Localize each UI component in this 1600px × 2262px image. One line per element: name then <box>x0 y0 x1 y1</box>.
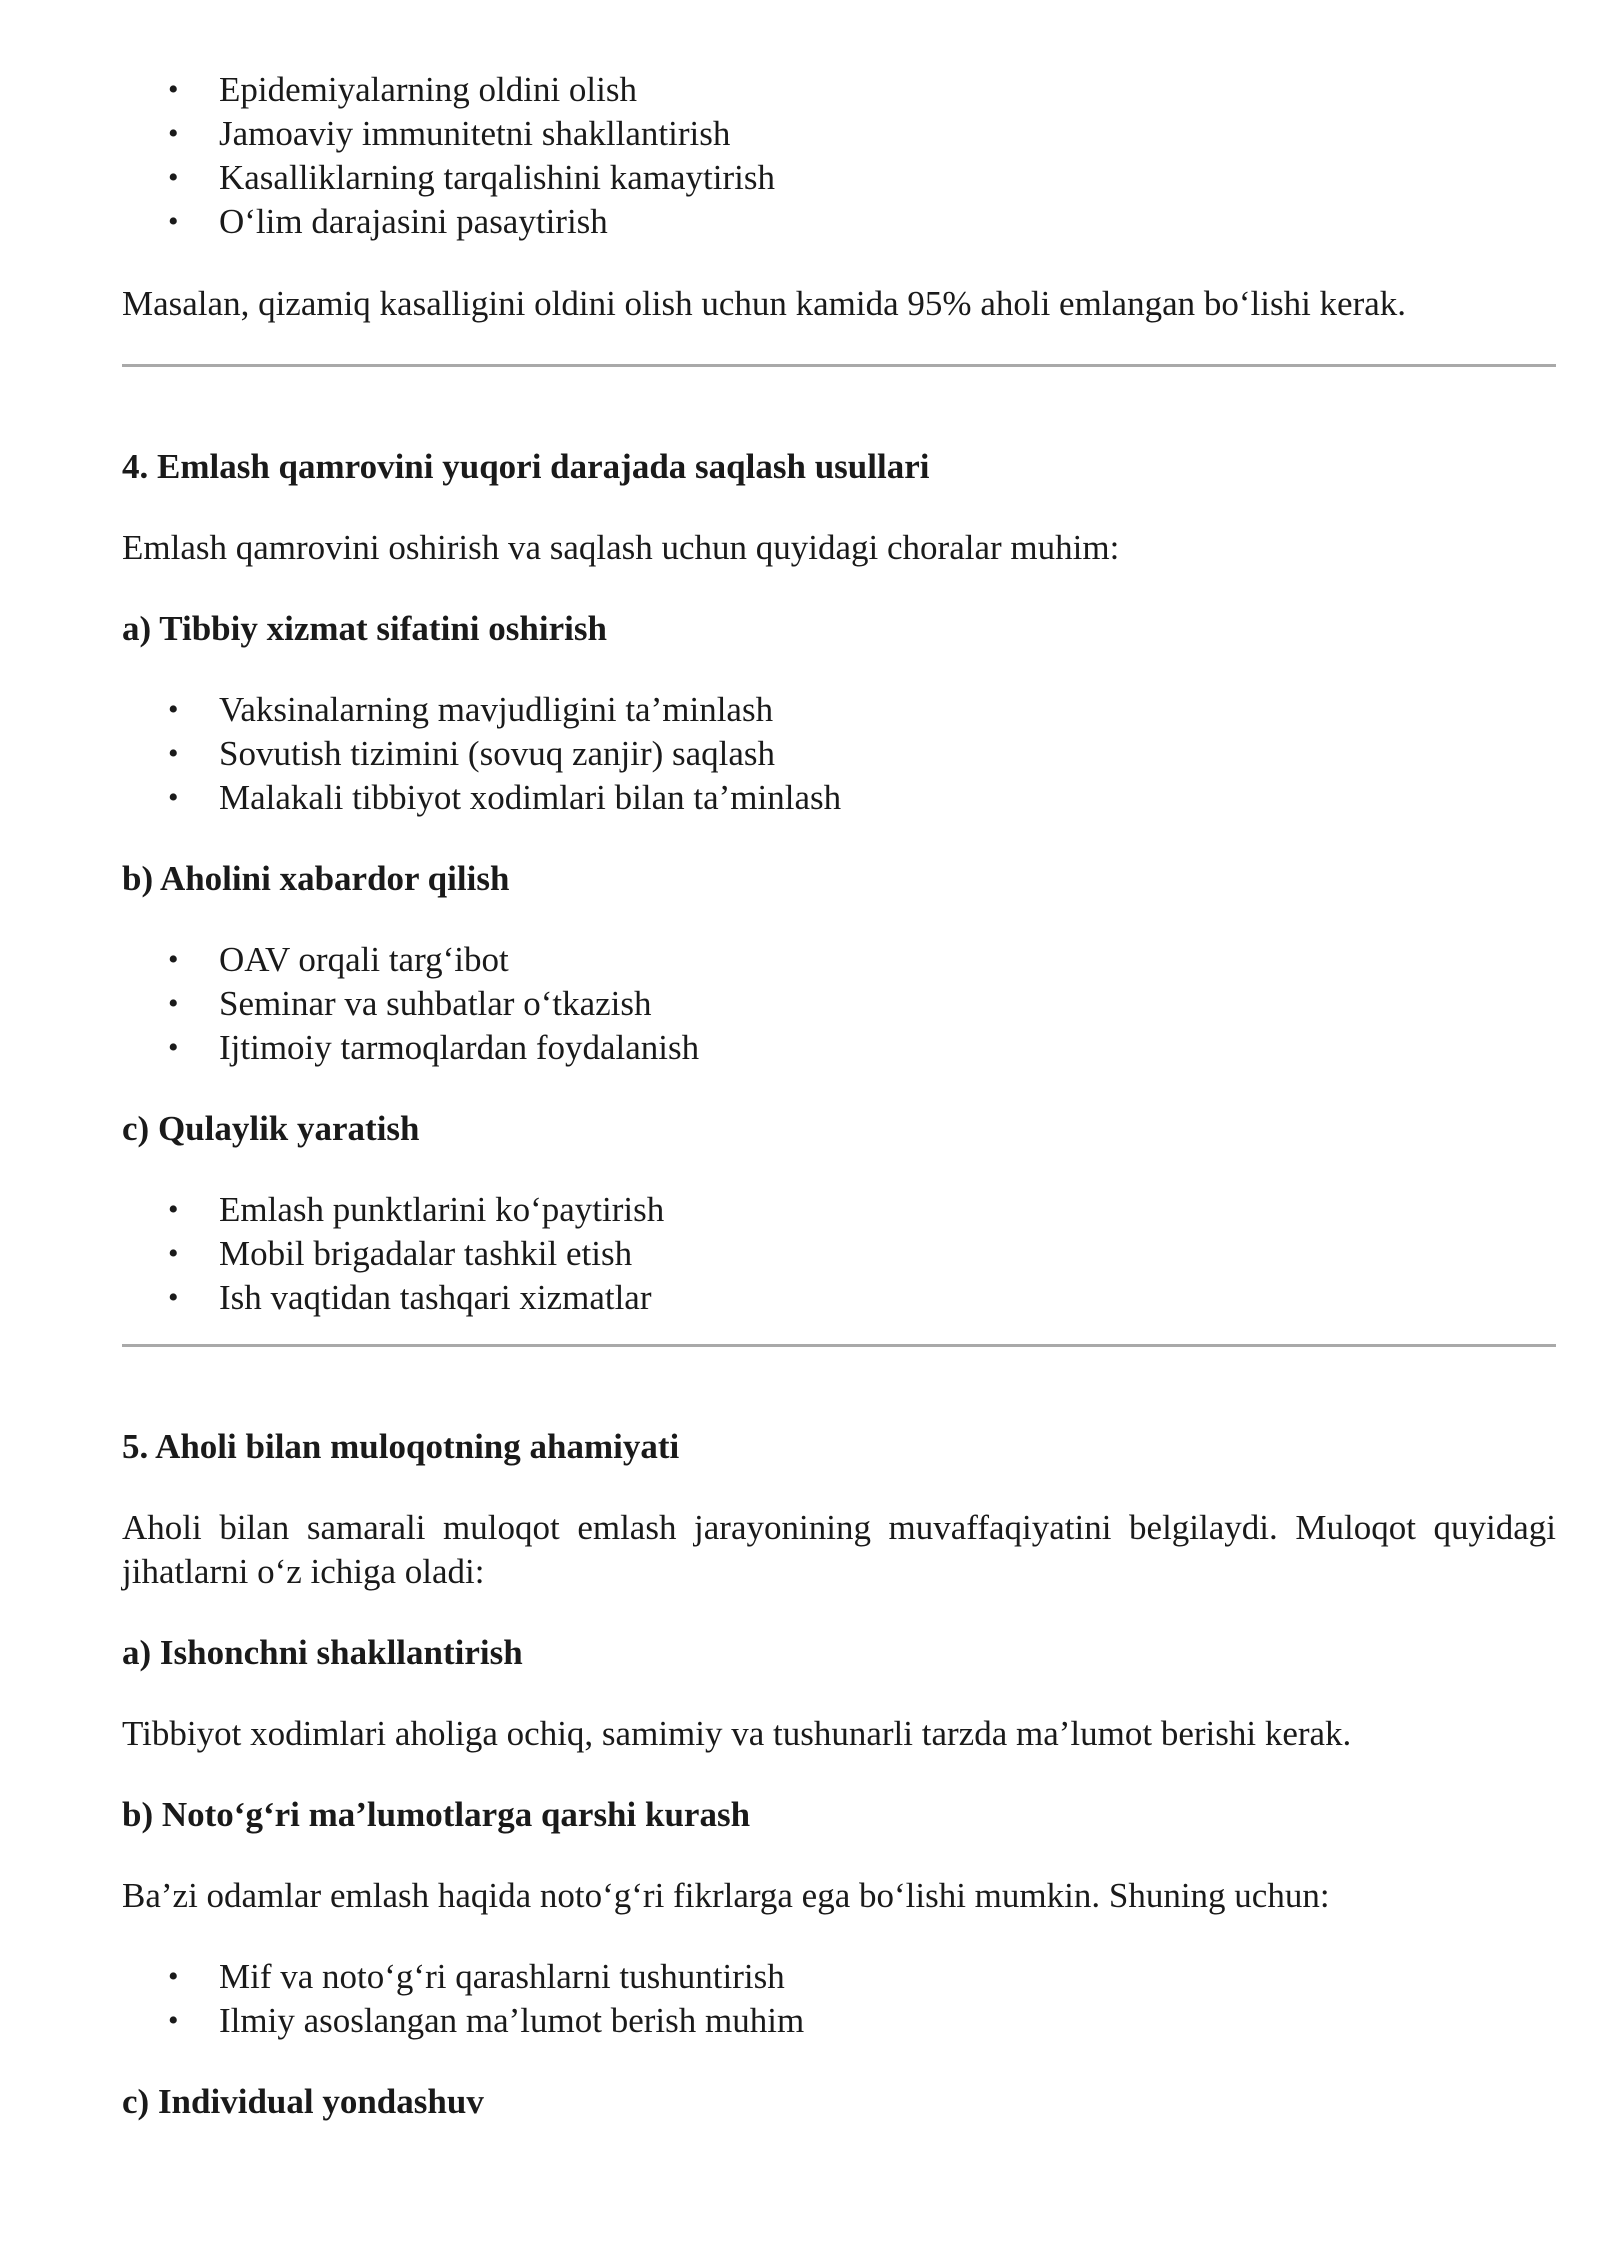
list-item <box>122 1276 1556 1320</box>
bullet-icon: • <box>168 1031 179 1064</box>
section-5a-heading: a) Ishonchni shakllantirish <box>122 1633 523 1672</box>
list-item-text: Vaksinalarning mavjudligini ta’minlash <box>219 690 774 729</box>
bullet-icon: • <box>168 1960 179 1993</box>
list-item-text: Ijtimoiy tarmoqlardan foydalanish <box>219 1028 700 1067</box>
list-item-text: Seminar va suhbatlar o‘tkazish <box>219 984 652 1023</box>
bullet-icon: • <box>168 987 179 1020</box>
section-5-intro: Aholi bilan samarali muloqot emlash jarayonining muvaffaqiyatini belgilaydi. Muloqot quyidagi jihatlarni o‘z ichiga oladi: <box>122 1508 1556 1591</box>
section-divider <box>122 1344 1556 1347</box>
list-item <box>122 1955 1556 1999</box>
section-5a-text: Tibbiyot xodimlari aholiga ochiq, samimiy va tushunarli tarzda ma’lumot berishi kerak. <box>122 1714 1352 1753</box>
list-item-text: Mif va noto‘g‘ri qarashlarni tushuntirish <box>219 1957 785 1996</box>
bullet-icon: • <box>168 161 179 194</box>
section-4-intro: Emlash qamrovini oshirish va saqlash uchun quyidagi choralar muhim: <box>122 528 1120 567</box>
intro-paragraph: Masalan, qizamiq kasalligini oldini olish uchun kamida 95% aholi emlangan bo‘lishi kerak. <box>122 284 1407 323</box>
bullet-icon: • <box>168 1237 179 1270</box>
section-4c-heading: c) Qulaylik yaratish <box>122 1109 420 1148</box>
list-item <box>122 68 1556 112</box>
section-4b-heading: b) Aholini xabardor qilish <box>122 859 510 898</box>
section-4c-list <box>122 1188 1556 1320</box>
list-item <box>122 1026 1556 1070</box>
bullet-icon: • <box>168 693 179 726</box>
list-item <box>122 776 1556 820</box>
list-item-text: Malakali tibbiyot xodimlari bilan ta’minlash <box>219 778 842 817</box>
list-item-text: Jamoaviy immunitetni shakllantirish <box>219 114 731 153</box>
section-4a-list <box>122 688 1556 820</box>
section-5-heading: 5. Aholi bilan muloqotning ahamiyati <box>122 1427 680 1466</box>
list-item-text: Epidemiyalarning oldini olish <box>219 70 638 109</box>
list-item <box>122 982 1556 1026</box>
bullet-icon: • <box>168 73 179 106</box>
list-item <box>122 200 1556 244</box>
section-5b-heading: b) Noto‘g‘ri ma’lumotlarga qarshi kurash <box>122 1795 751 1834</box>
list-item-text: O‘lim darajasini pasaytirish <box>219 202 608 241</box>
list-item-text: Ilmiy asoslangan ma’lumot berish muhim <box>219 2001 805 2040</box>
bullet-icon: • <box>168 943 179 976</box>
section-5c-heading: c) Individual yondashuv <box>122 2082 484 2121</box>
list-item-text: Kasalliklarning tarqalishini kamaytirish <box>219 158 775 197</box>
list-item <box>122 688 1556 732</box>
section-4a-heading: a) Tibbiy xizmat sifatini oshirish <box>122 609 607 648</box>
bullet-icon: • <box>168 781 179 814</box>
list-item-text: OAV orqali targ‘ibot <box>219 940 509 979</box>
list-item-text: Ish vaqtidan tashqari xizmatlar <box>219 1278 652 1317</box>
document-page <box>122 68 1556 2124</box>
bullet-icon: • <box>168 737 179 770</box>
bullet-icon: • <box>168 117 179 150</box>
list-item-text: Emlash punktlarini ko‘paytirish <box>219 1190 665 1229</box>
list-item <box>122 732 1556 776</box>
list-item <box>122 112 1556 156</box>
bullet-icon: • <box>168 1193 179 1226</box>
section-5b-text: Ba’zi odamlar emlash haqida noto‘g‘ri fikrlarga ega bo‘lishi mumkin. Shuning uchun: <box>122 1876 1330 1915</box>
bullet-icon: • <box>168 2004 179 2037</box>
bullet-icon: • <box>168 1281 179 1314</box>
list-item <box>122 1999 1556 2043</box>
list-item <box>122 1188 1556 1232</box>
list-item <box>122 938 1556 982</box>
list-item-text: Sovutish tizimini (sovuq zanjir) saqlash <box>219 734 776 773</box>
intro-bullet-list <box>122 68 1556 244</box>
list-item <box>122 1232 1556 1276</box>
section-4-heading: 4. Emlash qamrovini yuqori darajada saqlash usullari <box>122 447 930 486</box>
list-item-text: Mobil brigadalar tashkil etish <box>219 1234 633 1273</box>
section-5b-list <box>122 1955 1556 2043</box>
section-divider <box>122 364 1556 367</box>
section-4b-list <box>122 938 1556 1070</box>
list-item <box>122 156 1556 200</box>
bullet-icon: • <box>168 205 179 238</box>
